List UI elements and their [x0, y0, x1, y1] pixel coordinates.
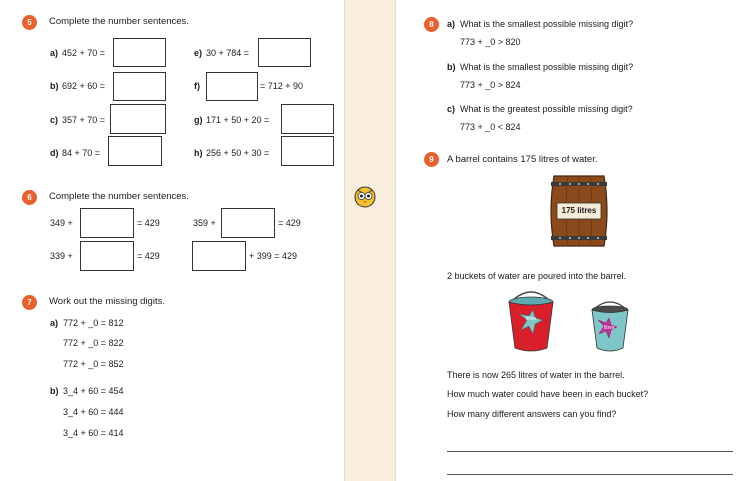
- q5e-answer-box[interactable]: [258, 38, 311, 67]
- question-number-7: 7: [22, 295, 37, 310]
- q5h-text: 256 + 50 + 30 =: [206, 148, 270, 158]
- q7a-line-2: 772 + _0 = 822: [63, 338, 124, 348]
- q5c-answer-box[interactable]: [110, 104, 166, 134]
- q7b-line-2: 3_4 + 60 = 444: [63, 407, 124, 417]
- q6-2-before: 339 +: [50, 251, 73, 261]
- q6-2-after: = 429: [137, 251, 160, 261]
- q5g-label: g): [194, 115, 203, 125]
- q9-intro: A barrel contains 175 litres of water.: [447, 154, 598, 165]
- q8c-question: What is the greatest possible missing digit?: [460, 104, 633, 114]
- q6-1-before: 349 +: [50, 218, 73, 228]
- q5f-label: f): [194, 81, 200, 91]
- q6-2-answer-box[interactable]: [80, 241, 134, 271]
- q5f-text: = 712 + 90: [260, 81, 304, 91]
- q5b-answer-box[interactable]: [113, 72, 166, 101]
- question-number-6: 6: [22, 190, 37, 205]
- q6-title: Complete the number sentences.: [49, 191, 189, 202]
- owl-icon: [354, 186, 376, 208]
- q6-4-answer-box[interactable]: [192, 241, 246, 271]
- q5c-label: c): [50, 115, 59, 125]
- q7-title: Work out the missing digits.: [49, 296, 165, 307]
- q5g-text: 171 + 50 + 20 =: [206, 115, 270, 125]
- q5g-answer-box[interactable]: [281, 104, 334, 134]
- barrel-label: 175 litres: [561, 206, 597, 215]
- q6-4-after: + 399 = 429: [249, 251, 298, 261]
- red-bucket-label: litres: [526, 316, 537, 322]
- q8b-expr: 773 + _0 > 824: [460, 80, 521, 90]
- teal-bucket-label: litres: [604, 325, 615, 331]
- q7b-line-3: 3_4 + 60 = 414: [63, 428, 124, 438]
- q6-3-before: 359 +: [193, 218, 216, 228]
- q5d-text: 84 + 70 =: [62, 148, 101, 158]
- q5e-label: e): [194, 48, 203, 58]
- answer-line-1[interactable]: [447, 451, 733, 452]
- q7a-line-1: 772 + _0 = 812: [63, 318, 124, 328]
- page-gutter: [344, 0, 396, 481]
- q6-3-after: = 429: [278, 218, 301, 228]
- q8b-label: b): [447, 62, 456, 72]
- red-bucket-icon: [505, 290, 557, 354]
- q9-question-2: How many different answers can you find?: [447, 409, 617, 419]
- q5d-answer-box[interactable]: [108, 136, 162, 166]
- q7b-label: b): [50, 386, 59, 396]
- q8a-label: a): [447, 19, 456, 29]
- q6-3-answer-box[interactable]: [221, 208, 275, 238]
- q5c-text: 357 + 70 =: [62, 115, 106, 125]
- q6-1-after: = 429: [137, 218, 160, 228]
- q7b-line-1: 3_4 + 60 = 454: [63, 386, 124, 396]
- q5a-label: a): [50, 48, 59, 58]
- question-number-8: 8: [424, 17, 439, 32]
- q5a-text: 452 + 70 =: [62, 48, 106, 58]
- q5h-answer-box[interactable]: [281, 136, 334, 166]
- q9-now-text: There is now 265 litres of water in the barrel.: [447, 370, 625, 380]
- q8a-question: What is the smallest possible missing digit?: [460, 19, 634, 29]
- q5f-answer-box[interactable]: [206, 72, 258, 101]
- q7a-line-3: 772 + _0 = 852: [63, 359, 124, 369]
- q9-buckets-text: 2 buckets of water are poured into the barrel.: [447, 271, 627, 281]
- question-number-5: 5: [22, 15, 37, 30]
- q5d-label: d): [50, 148, 59, 158]
- q5h-label: h): [194, 148, 203, 158]
- q9-question-1: How much water could have been in each bucket?: [447, 389, 649, 399]
- q5a-answer-box[interactable]: [113, 38, 166, 67]
- q8a-expr: 773 + _0 > 820: [460, 37, 521, 47]
- question-number-9: 9: [424, 152, 439, 167]
- q6-1-answer-box[interactable]: [80, 208, 134, 238]
- q7a-label: a): [50, 318, 59, 328]
- q5b-label: b): [50, 81, 59, 91]
- answer-line-2[interactable]: [447, 474, 733, 475]
- q5-title: Complete the number sentences.: [49, 16, 189, 27]
- q5e-text: 30 + 784 =: [206, 48, 250, 58]
- q8c-expr: 773 + _0 < 824: [460, 122, 521, 132]
- q8b-question: What is the smallest possible missing digit?: [460, 62, 634, 72]
- q8c-label: c): [447, 104, 456, 114]
- q5b-text: 692 + 60 =: [62, 81, 106, 91]
